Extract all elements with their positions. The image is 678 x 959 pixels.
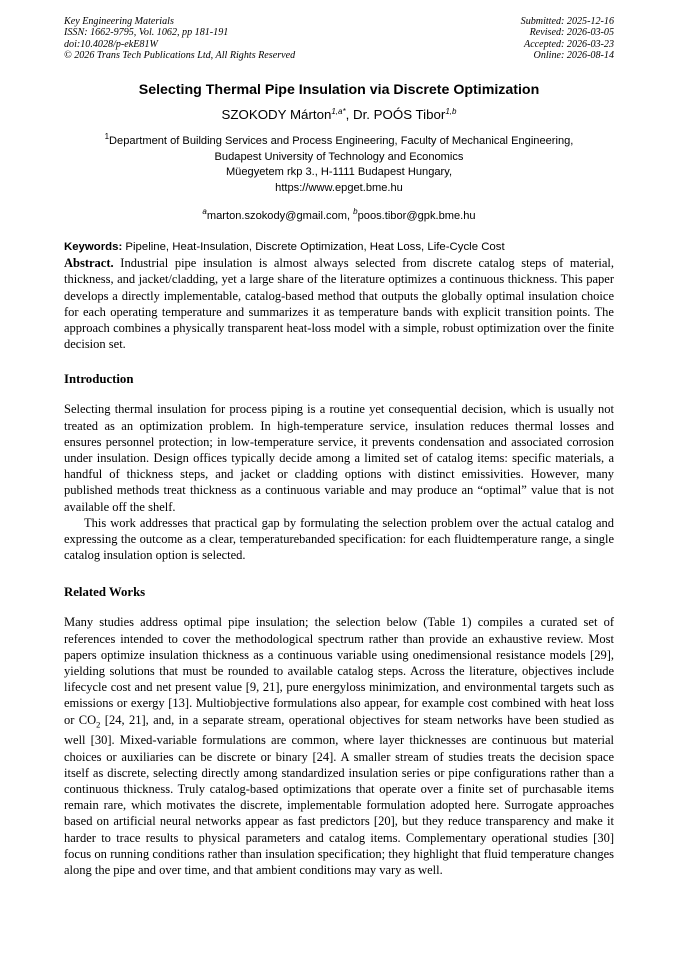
affiliation-line-1: [64, 129, 614, 150]
email-a-marker: a: [202, 207, 207, 217]
related-works-text-part-1: Many studies address optimal pipe insulation; the selection below (Table 1) compiles a curated set of references intended to cover the methodological spectrum rather than provide an exhaustive review. Most papers optimize insulation thickness as a continuous variable using onedimensional resistance models [29], yielding solutions that must be rounded to available catalog steps. Across the literature, objectives include lifecycle cost and net present value [9, 21], pure energyloss minimization, and environmental targets such as emissions or exergy [13]. Multiobjective formulations also appear, for example cost combined with heat loss or CO: [64, 615, 614, 727]
author-2-affiliation-marker: 1,b: [445, 107, 457, 117]
paper-title: Selecting Thermal Pipe Insulation via Discrete Optimization: [138, 82, 540, 99]
email-b-marker: b: [353, 207, 358, 217]
keywords-list: Pipeline, Heat-Insulation, Discrete Optimization, Heat Loss, Life-Cycle Cost: [122, 241, 505, 254]
date-submitted: Submitted: 2025-12-16: [520, 16, 614, 27]
co2-subscript: 2: [96, 719, 101, 730]
affiliation-line-2: Budapest University of Technology and Economics: [214, 150, 464, 163]
related-works-text-part-2: [24, 21], and, in a separate stream, operational objectives for steam networks have been studied as well [30]. Mixed-variable formulations are common, where layer thicknesses are continuous but material choices or auxiliaries can be discrete or binary [24]. A smaller stream of studies treats the decision space itself as discrete, selecting directly among standardized insulation series or pipe configurations rather than a continuous thickness. Truly catalog-based optimizations that operate over a finite set of purchasable items remain rare, which motivates the discrete, implementable formulation adopted here. Surrogate approaches based on artificial neural networks appear as fast predictors [20], but they reduce transparency and make it harder to trace results to physical parameters and catalog items. Complementary operational studies [30] focus on running conditions rather than insulation specification; they highlight that fluid temperature changes along the pipe and over time, and that ambient conditions may vary as well.: [64, 712, 614, 877]
introduction-paragraph-1: Selecting thermal insulation for process piping is a routine yet consequential decision, which is usually not treated as an optimization problem. In high-temperature service, insulation reduces thermal losses and ensures personnel protection; in low-temperature service, it prevents condensation and associated corrosion under insulation. Design offices typically decide among a limited set of catalog items: specific materials, a handful of thickness steps, and jacket or cladding options with distinct emissivities. However, many published methods treat thickness as a continuous variable and may produce an “optimal” value that is not available off the shelf.: [64, 402, 614, 514]
affiliation-line-3: Müegyetem rkp 3., H-1111 Budapest Hungary,: [225, 166, 453, 179]
abstract-label: Abstract.: [64, 256, 114, 271]
email-author-2[interactable]: poos.tibor@gpk.bme.hu: [357, 210, 476, 223]
journal-issn: ISSN: 1662-9795, Vol. 1062, pp 181-191: [64, 27, 229, 39]
author-1-affiliation-marker: 1,a*: [331, 107, 346, 117]
affiliation-department: Department of Building Services and Process Engineering, Faculty of Mechanical Engineering,: [109, 135, 574, 148]
author-line: [64, 103, 614, 124]
affiliation-marker: 1: [104, 132, 110, 142]
affiliation-website[interactable]: https://www.epget.bme.hu: [275, 181, 403, 194]
author-separator: ,: [345, 107, 353, 123]
keywords: [64, 240, 614, 255]
related-works-paragraph: [64, 614, 614, 878]
journal-name: Key Engineering Materials: [64, 16, 174, 27]
email-author-1[interactable]: marton.szokody@gmail.com: [206, 210, 347, 223]
journal-copyright: © 2026 Trans Tech Publications Ltd, All Rights Reserved: [64, 49, 296, 61]
abstract: [64, 255, 614, 352]
date-revised: Revised: 2026-03-05: [529, 27, 614, 39]
journal-header: [64, 16, 614, 61]
affiliation: [64, 129, 614, 196]
author-emails: [64, 204, 614, 224]
section-heading-related-works: Related Works: [64, 585, 146, 600]
section-heading-introduction: Introduction: [64, 372, 134, 387]
abstract-text: Industrial pipe insulation is almost always selected from discrete catalog steps of material, thickness, and jacket/cladding, yet a large share of the literature optimizes a continuous thickness. This paper develops a directly implementable, catalog-based method that outputs the globally optimal insulation choice for each operating temperature and summarizes it as temperature bands with explicit transition points. The approach combines a physically transparent heat-loss model with a simple, robust optimization over the finite decision set.: [64, 256, 614, 352]
journal-doi: doi:10.4028/p-ekE81W: [64, 38, 158, 50]
author-1-name: SZOKODY Márton: [221, 107, 332, 123]
date-online: Online: 2026-08-14: [533, 49, 614, 61]
date-accepted: Accepted: 2026-03-23: [524, 38, 614, 50]
keywords-label: Keywords:: [64, 241, 123, 254]
email-separator: ,: [347, 210, 354, 223]
author-2-name: Dr. POÓS Tibor: [352, 107, 446, 123]
introduction-paragraph-2: This work addresses that practical gap by formulating the selection problem over the actual catalog and expressing the outcome as a clear, temperaturebanded specification: for each fluidtemperature range, a single catalog insulation option is selected.: [64, 515, 614, 563]
journal-info: [64, 16, 295, 61]
publication-dates: [521, 16, 614, 61]
